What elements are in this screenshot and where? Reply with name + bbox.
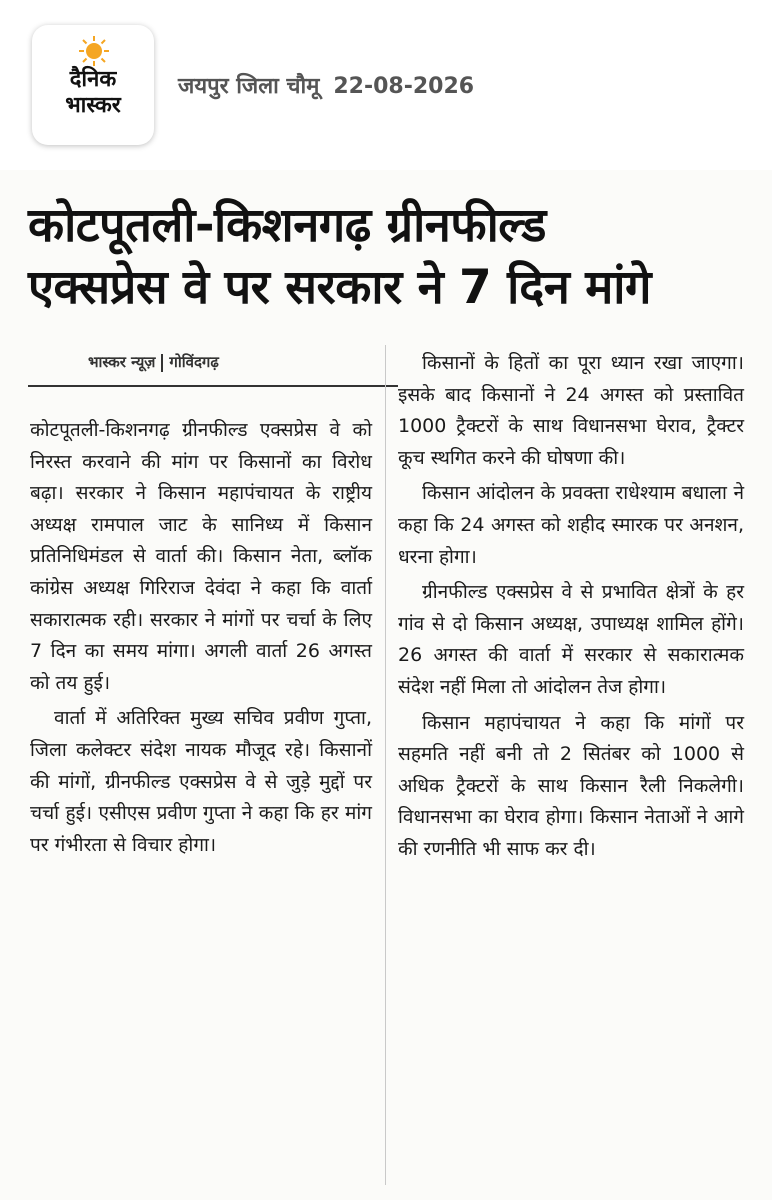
- paragraph: ग्रीनफील्ड एक्सप्रेस वे से प्रभावित क्षेत्रों के हर गांव से दो किसान अध्यक्ष, उपाध्यक्ष शामिल होंगे। 26 अगस्त की वार्ता में सरकार से सकारात्मक संदेश नहीं मिला तो आंदोलन तेज होगा।: [398, 581, 744, 698]
- edition-info: [178, 70, 474, 100]
- article-column-right: [398, 348, 744, 870]
- edition-date: 22-08-2026: [333, 74, 475, 99]
- logo-line-1: दैनिक: [69, 67, 117, 92]
- logo-line-2: भास्कर: [65, 93, 121, 118]
- sun-icon: [78, 35, 110, 67]
- paragraph: वार्ता में अतिरिक्त मुख्य सचिव प्रवीण गुप्ता, जिला कलेक्टर संदेश नायक मौजूद रहे। किसानों की मांगों, ग्रीनफील्ड एक्सप्रेस वे से जुड़े मुद्दों पर चर्चा हुई। एसीएस प्रवीण गुप्ता ने कहा कि हर मांग पर गंभीरता से विचार होगा।: [30, 707, 372, 856]
- logo-wordmark: [32, 67, 154, 119]
- paragraph: किसानों के हितों का पूरा ध्यान रखा जाएगा। इसके बाद किसानों ने 24 अगस्त को प्रस्तावित 1000 ट्रैक्टरों के साथ विधानसभा घेराव, ट्रैक्टर कूच स्थगित करने की घोषणा की।: [398, 352, 744, 469]
- byline-place: गोविंदगढ़: [169, 353, 219, 371]
- byline-rule: [28, 385, 398, 387]
- byline-source: भास्कर न्यूज़: [88, 353, 156, 371]
- article-column-left: [30, 415, 372, 865]
- headline-line-1: कोटपूतली-किशनगढ़ ग्रीनफील्ड: [28, 198, 546, 253]
- byline: [88, 352, 219, 372]
- headline-line-2: एक्सप्रेस वे पर सरकार ने 7 दिन मांगे: [28, 260, 651, 315]
- dainik-bhaskar-logo: [32, 25, 154, 145]
- edition-name: जयपुर जिला चौमू: [178, 74, 320, 99]
- paragraph: किसान आंदोलन के प्रवक्ता राधेश्याम बधाला ने कहा कि 24 अगस्त को शहीद स्मारक पर अनशन, धरना होगा।: [398, 482, 744, 568]
- column-divider: [385, 345, 386, 1185]
- article-headline: [28, 195, 748, 319]
- byline-separator: [161, 354, 163, 372]
- paragraph: कोटपूतली-किशनगढ़ ग्रीनफील्ड एक्सप्रेस वे को निरस्त करवाने की मांग पर किसानों का विरोध बढ़ा। सरकार ने किसान महापंचायत के राष्ट्रीय अध्यक्ष रामपाल जाट के सानिध्य में किसान प्रतिनिधिमंडल से वार्ता की। किसान नेता, ब्लॉक कांग्रेस अध्यक्ष गिरिराज देवंदा ने कहा कि वार्ता सकारात्मक रही। सरकार ने मांगों पर चर्चा के लिए 7 दिन का समय मांगा। अगली वार्ता 26 अगस्त को तय हुई।: [30, 419, 372, 694]
- paragraph: किसान महापंचायत ने कहा कि मांगों पर सहमति नहीं बनी तो 2 सितंबर को 1000 से अधिक ट्रैक्टरों के साथ किसान रैली निकलेगी। विधानसभा का घेराव होगा। किसान नेताओं ने आगे की रणनीति भी साफ कर दी।: [398, 711, 744, 860]
